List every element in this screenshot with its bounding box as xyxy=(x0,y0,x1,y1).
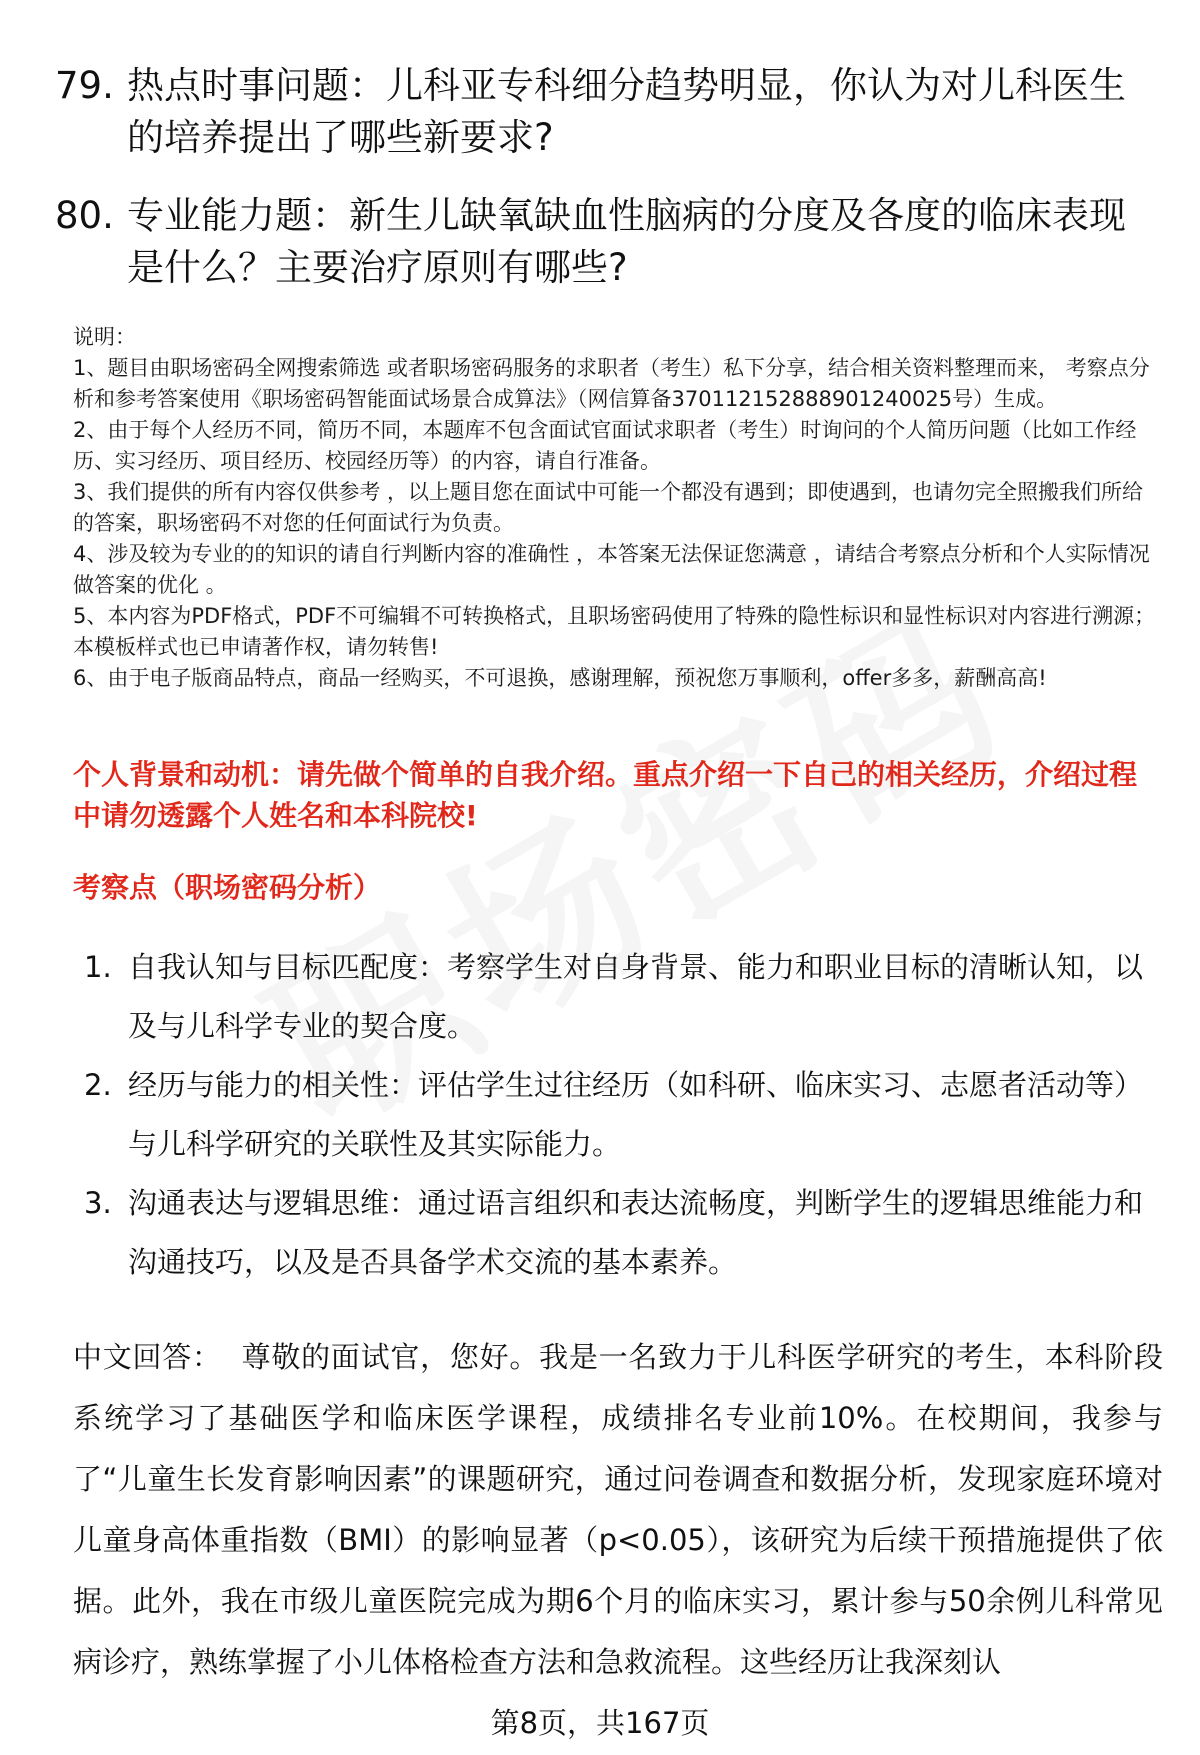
page-footer: 第8页，共167页 xyxy=(490,1706,710,1740)
disclaimer-notes xyxy=(73,322,1163,694)
question-79 xyxy=(55,60,1155,164)
point-text: 经历与能力的相关性：评估学生过往经历（如科研、临床实习、志愿者活动等）与儿科学研究的关联性及其实际能力。 xyxy=(128,1068,1144,1161)
note-item: 4、涉及较为专业的的知识的请自行判断内容的准确性 ，本答案无法保证您满意 ，请结合考察点分析和个人实际情况做答案的优化 。 xyxy=(73,542,1150,597)
question-number: 79. xyxy=(55,64,114,107)
point-number: 2. xyxy=(84,1068,112,1102)
question-number: 80. xyxy=(55,194,114,237)
note-item: 3、我们提供的所有内容仅供参考 ，以上题目您在面试中可能一个都没有遇到；即使遇到，也请勿完全照搬我们所给的答案，职场密码不对您的任何面试行为负责。 xyxy=(73,480,1144,535)
point-text: 自我认知与目标匹配度：考察学生对自身背景、能力和职业目标的清晰认知，以及与儿科学专业的契合度。 xyxy=(128,950,1144,1043)
note-item: 6、由于电子版商品特点，商品一经购买，不可退换，感谢理解，预祝您万事顺利，offer多多，薪酬高高! xyxy=(73,666,1047,690)
point-number: 3. xyxy=(84,1186,112,1220)
note-item: 5、本内容为PDF格式，PDF不可编辑不可转换格式，且职场密码使用了特殊的隐性标识和显性标识对内容进行溯源；本模板样式也已申请著作权，请勿转售! xyxy=(73,604,1156,659)
note-item: 1、题目由职场密码全网搜索筛选 或者职场密码服务的求职者（考生）私下分享，结合相关资料整理而来， 考察点分析和参考答案使用《职场密码智能面试场景合成算法》（网信算备370112152888901240025号）生成。 xyxy=(73,356,1150,411)
list-item xyxy=(84,1056,1164,1174)
point-text: 沟通表达与逻辑思维：通过语言组织和表达流畅度，判断学生的逻辑思维能力和沟通技巧，以及是否具备学术交流的基本素养。 xyxy=(128,1186,1144,1279)
list-item xyxy=(84,1174,1164,1292)
notes-heading: 说明： xyxy=(73,325,136,349)
background-question: 个人背景和动机：请先做个简单的自我介绍。重点介绍一下自己的相关经历，介绍过程中请勿透露个人姓名和本科院校! xyxy=(73,758,1138,832)
point-number: 1. xyxy=(84,950,112,984)
answer-text: 尊敬的面试官，您好。我是一名致力于儿科医学研究的考生，本科阶段系统学习了基础医学和临床医学课程，成绩排名专业前10%。在校期间，我参与了“儿童生长发育影响因素”的课题研究，通过问卷调查和数据分析，发现家庭环境对儿童身高体重指数（BMI）的影响显著（p<0.05），该研究为后续干预措施提供了依据。此外，我在市级儿童医院完成为期6个月的临床实习，累计参与50余例儿科常见病诊疗，熟练掌握了小儿体格检查方法和急救流程。这些经历让我深刻认 xyxy=(73,1340,1163,1679)
note-item: 2、由于每个人经历不同，简历不同，本题库不包含面试官面试求职者（考生）时询问的个人简历问题（比如工作经历、实习经历、项目经历、校园经历等）的内容，请自行准备。 xyxy=(73,418,1137,473)
question-80 xyxy=(55,190,1155,294)
question-text: 热点时事问题：儿科亚专科细分趋势明显，你认为对儿科医生的培养提出了哪些新要求? xyxy=(127,64,1126,159)
assessment-points xyxy=(84,938,1164,1292)
answer-label: 中文回答： xyxy=(73,1340,222,1374)
kaochadian-title: 考察点（职场密码分析） xyxy=(73,871,382,904)
chinese-answer xyxy=(73,1327,1163,1693)
question-text: 专业能力题：新生儿缺氧缺血性脑病的分度及各度的临床表现是什么？主要治疗原则有哪些? xyxy=(127,194,1126,289)
list-item xyxy=(84,938,1164,1056)
